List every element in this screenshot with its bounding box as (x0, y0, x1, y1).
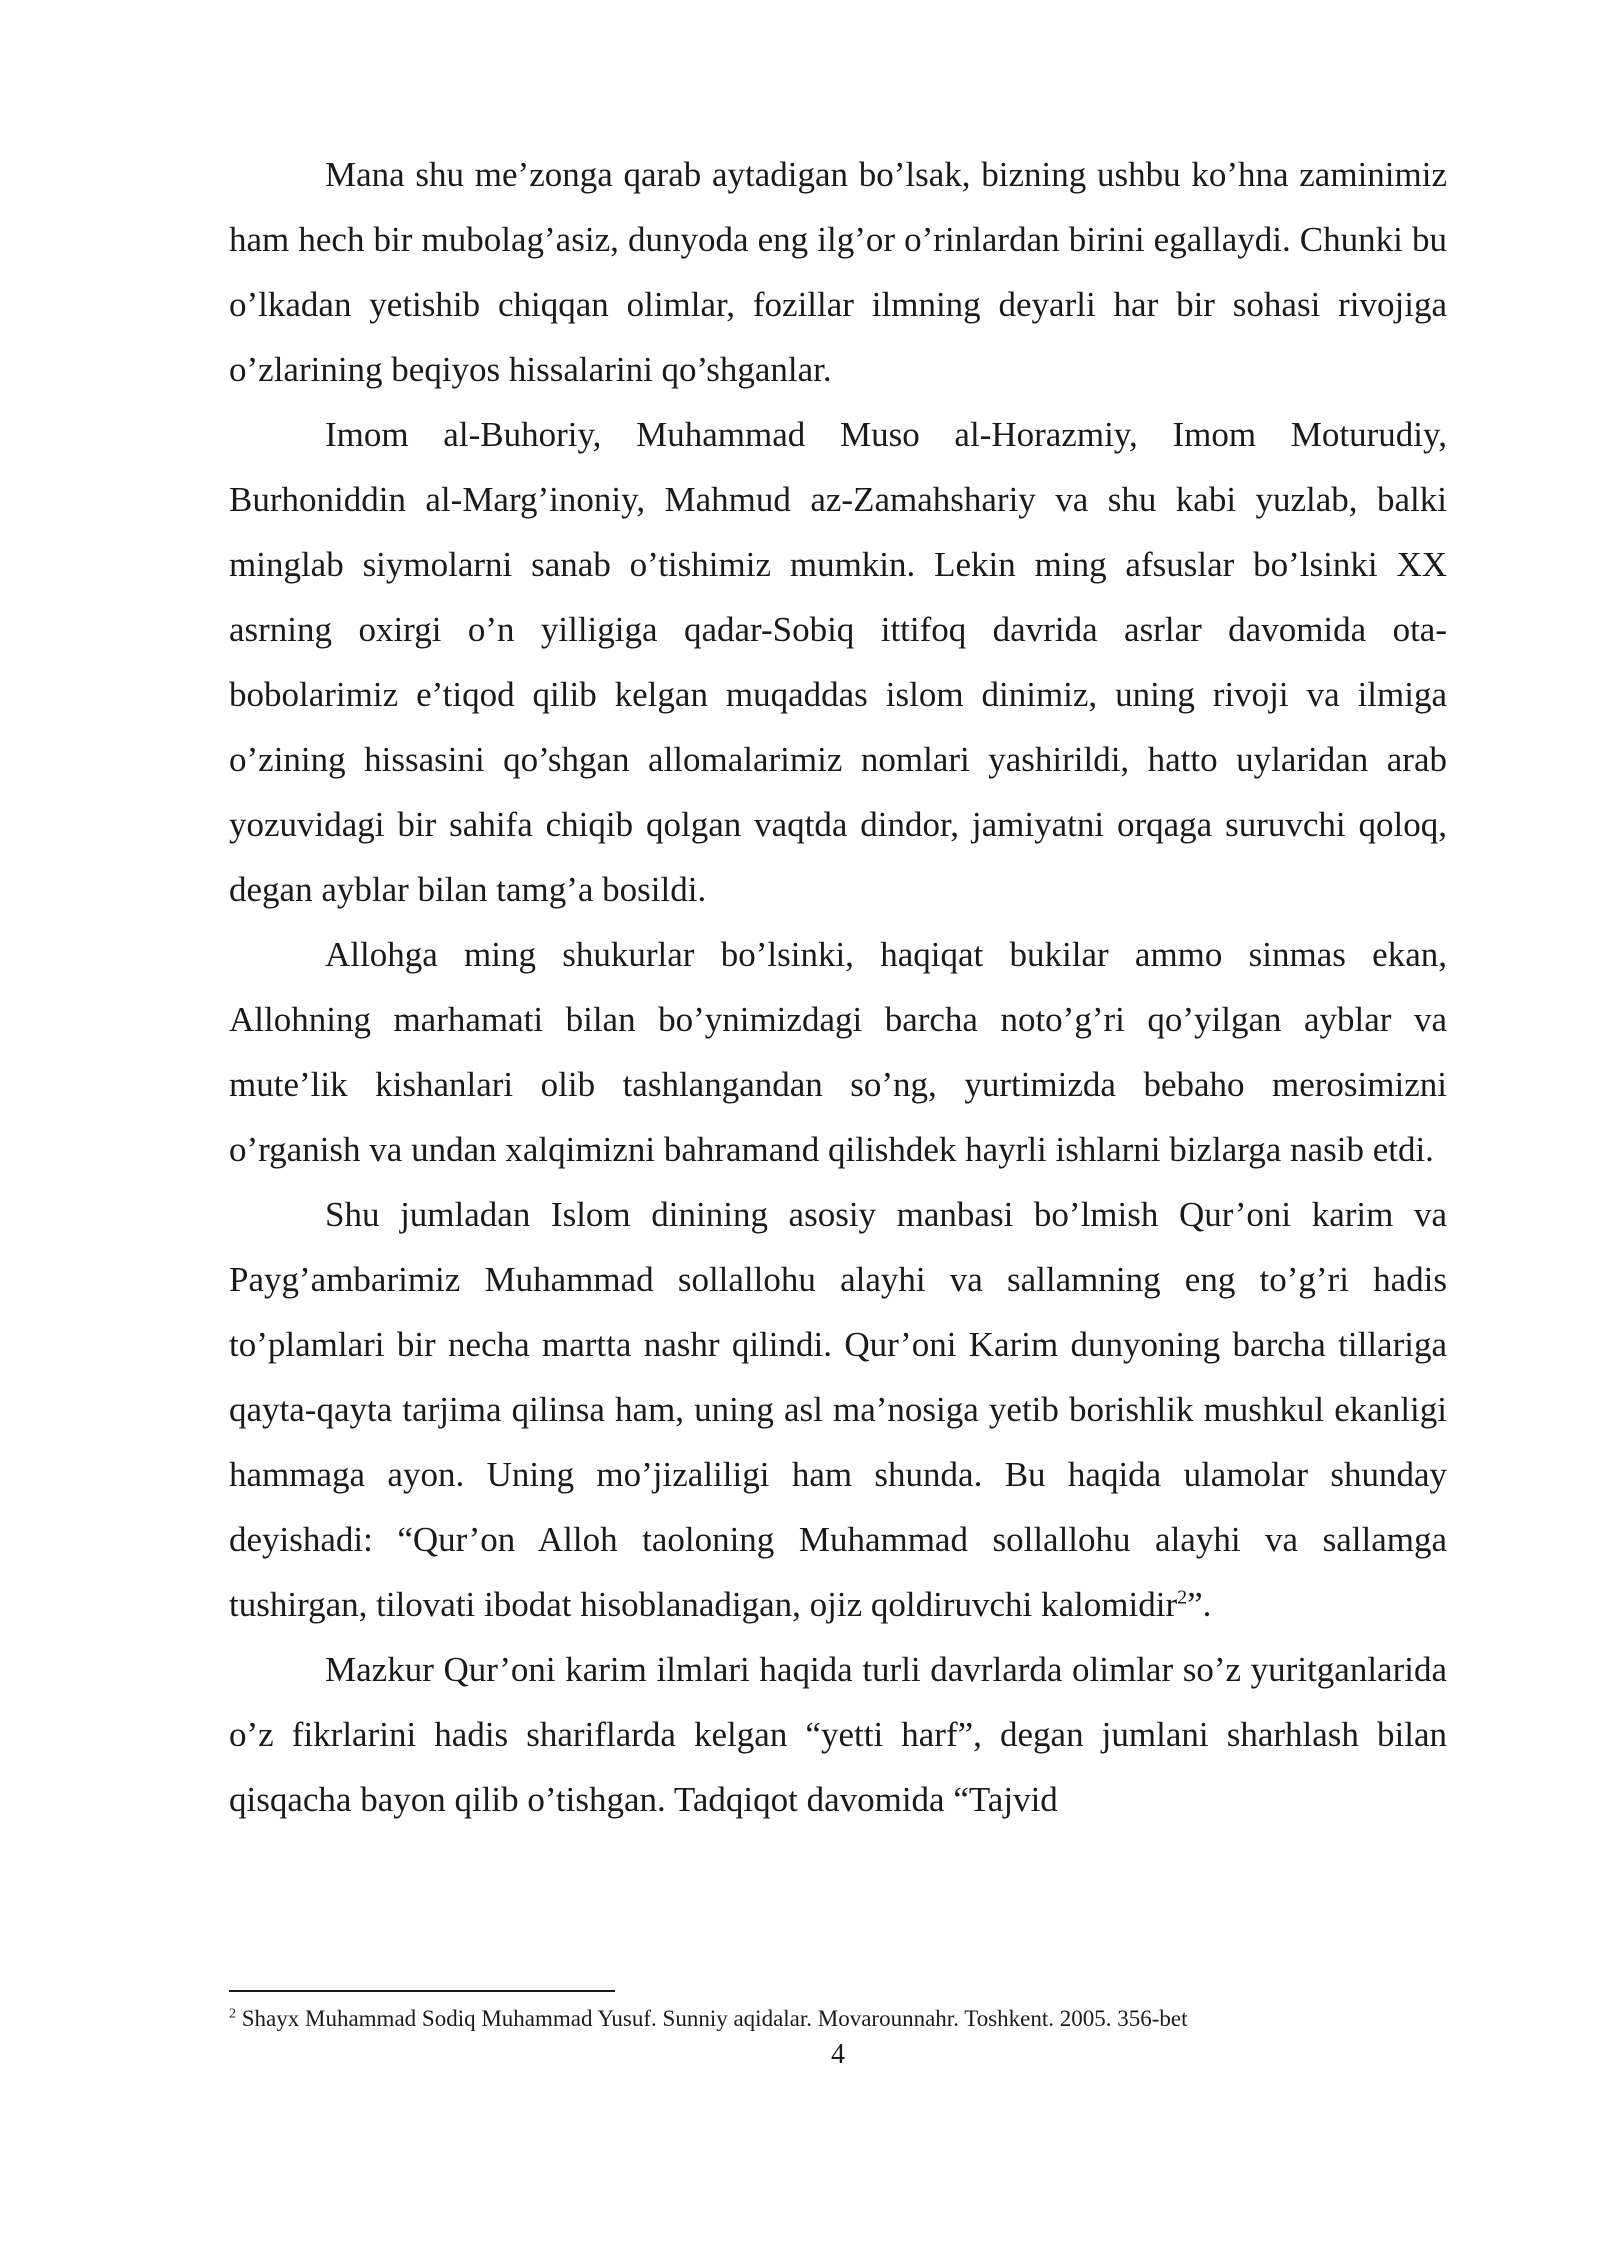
body-text (229, 142, 1447, 1832)
paragraph-4-closing: ”. (1187, 1585, 1212, 1624)
paragraph-4-text: Shu jumladan Islom dinining asosiy manbasi bo’lmish Qur’oni karim va Payg’ambarimiz Muhammad sollallohu alayhi va sallamning eng to’g’ri hadis to’plamlari bir necha martta nashr qilindi. Qur’oni Karim dunyoning barcha tillariga qayta-qayta tarjima qilinsa ham, uning asl ma’nosiga yetib borishlik mushkul ekanligi hammaga ayon. Uning mo’jizaliligi ham shunda. Bu haqida ulamolar shunday deyishadi: “Qur’on Alloh taoloning Muhammad sollallohu alayhi va sallamga tushirgan, tilovati ibodat hisoblanadigan, ojiz qoldiruvchi kalomidir (229, 1195, 1447, 1624)
footnote-separator (229, 1990, 615, 1992)
paragraph-3: Allohga ming shukurlar bo’lsinki, haqiqat bukilar ammo sinmas ekan, Allohning marhamati bilan bo’ynimizdagi barcha noto’g’ri qo’yilgan ayblar va mute’lik kishanlari olib tashlangandan so’ng, yurtimizda bebaho merosimizni o’rganish va undan xalqimizni bahramand qilishdek hayrli ishlarni bizlarga nasib etdi. (229, 935, 1447, 1169)
paragraph-1: Mana shu me’zonga qarab aytadigan bo’lsak, bizning ushbu ko’hna zaminimiz ham hech bir mubolag’asiz, dunyoda eng ilg’or o’rinlardan birini egallaydi. Chunki bu o’lkadan yetishib chiqqan olimlar, fozillar ilmning deyarli har bir sohasi rivojiga o’zlarining beqiyos hissalarini qo’shganlar. (229, 155, 1447, 389)
footnote-reference[interactable]: 2 (1177, 1586, 1188, 1609)
footnote (229, 2004, 1447, 2034)
footnote-mark: 2 (229, 2006, 236, 2022)
paragraph-5: Mazkur Qur’oni karim ilmlari haqida turli davrlarda olimlar so’z yuritganlarida o’z fikrlarini hadis shariflarda kelgan “yetti harf”, degan jumlani sharhlash bilan qisqacha bayon qilib o’tishgan. Tadqiqot davomida “Tajvid (229, 1650, 1447, 1819)
paragraph-4 (229, 1182, 1447, 1637)
footnote-text: Shayx Muhammad Sodiq Muhammad Yusuf. Sunniy aqidalar. Movarounnahr. Toshkent. 2005. 356-bet (241, 2006, 1188, 2031)
paragraph-2: Imom al-Buhoriy, Muhammad Muso al-Horazmiy, Imom Moturudiy, Burhoniddin al-Marg’inoniy, Mahmud az-Zamahshariy va shu kabi yuzlab, balki minglab siymolarni sanab o’tishimiz mumkin. Lekin ming afsuslar bo’lsinki XX asrning oxirgi o’n yilligiga qadar-Sobiq ittifoq davrida asrlar davomida ota-bobolarimiz e’tiqod qilib kelgan muqaddas islom dinimiz, uning rivoji va ilmiga o’zining hissasini qo’shgan allomalarimiz nomlari yashirildi, hatto uylaridan arab yozuvidagi bir sahifa chiqib qolgan vaqtda dindor, jamiyatni orqaga suruvchi qoloq, degan ayblar bilan tamg’a bosildi. (229, 415, 1447, 909)
page-number: 4 (831, 2039, 845, 2070)
